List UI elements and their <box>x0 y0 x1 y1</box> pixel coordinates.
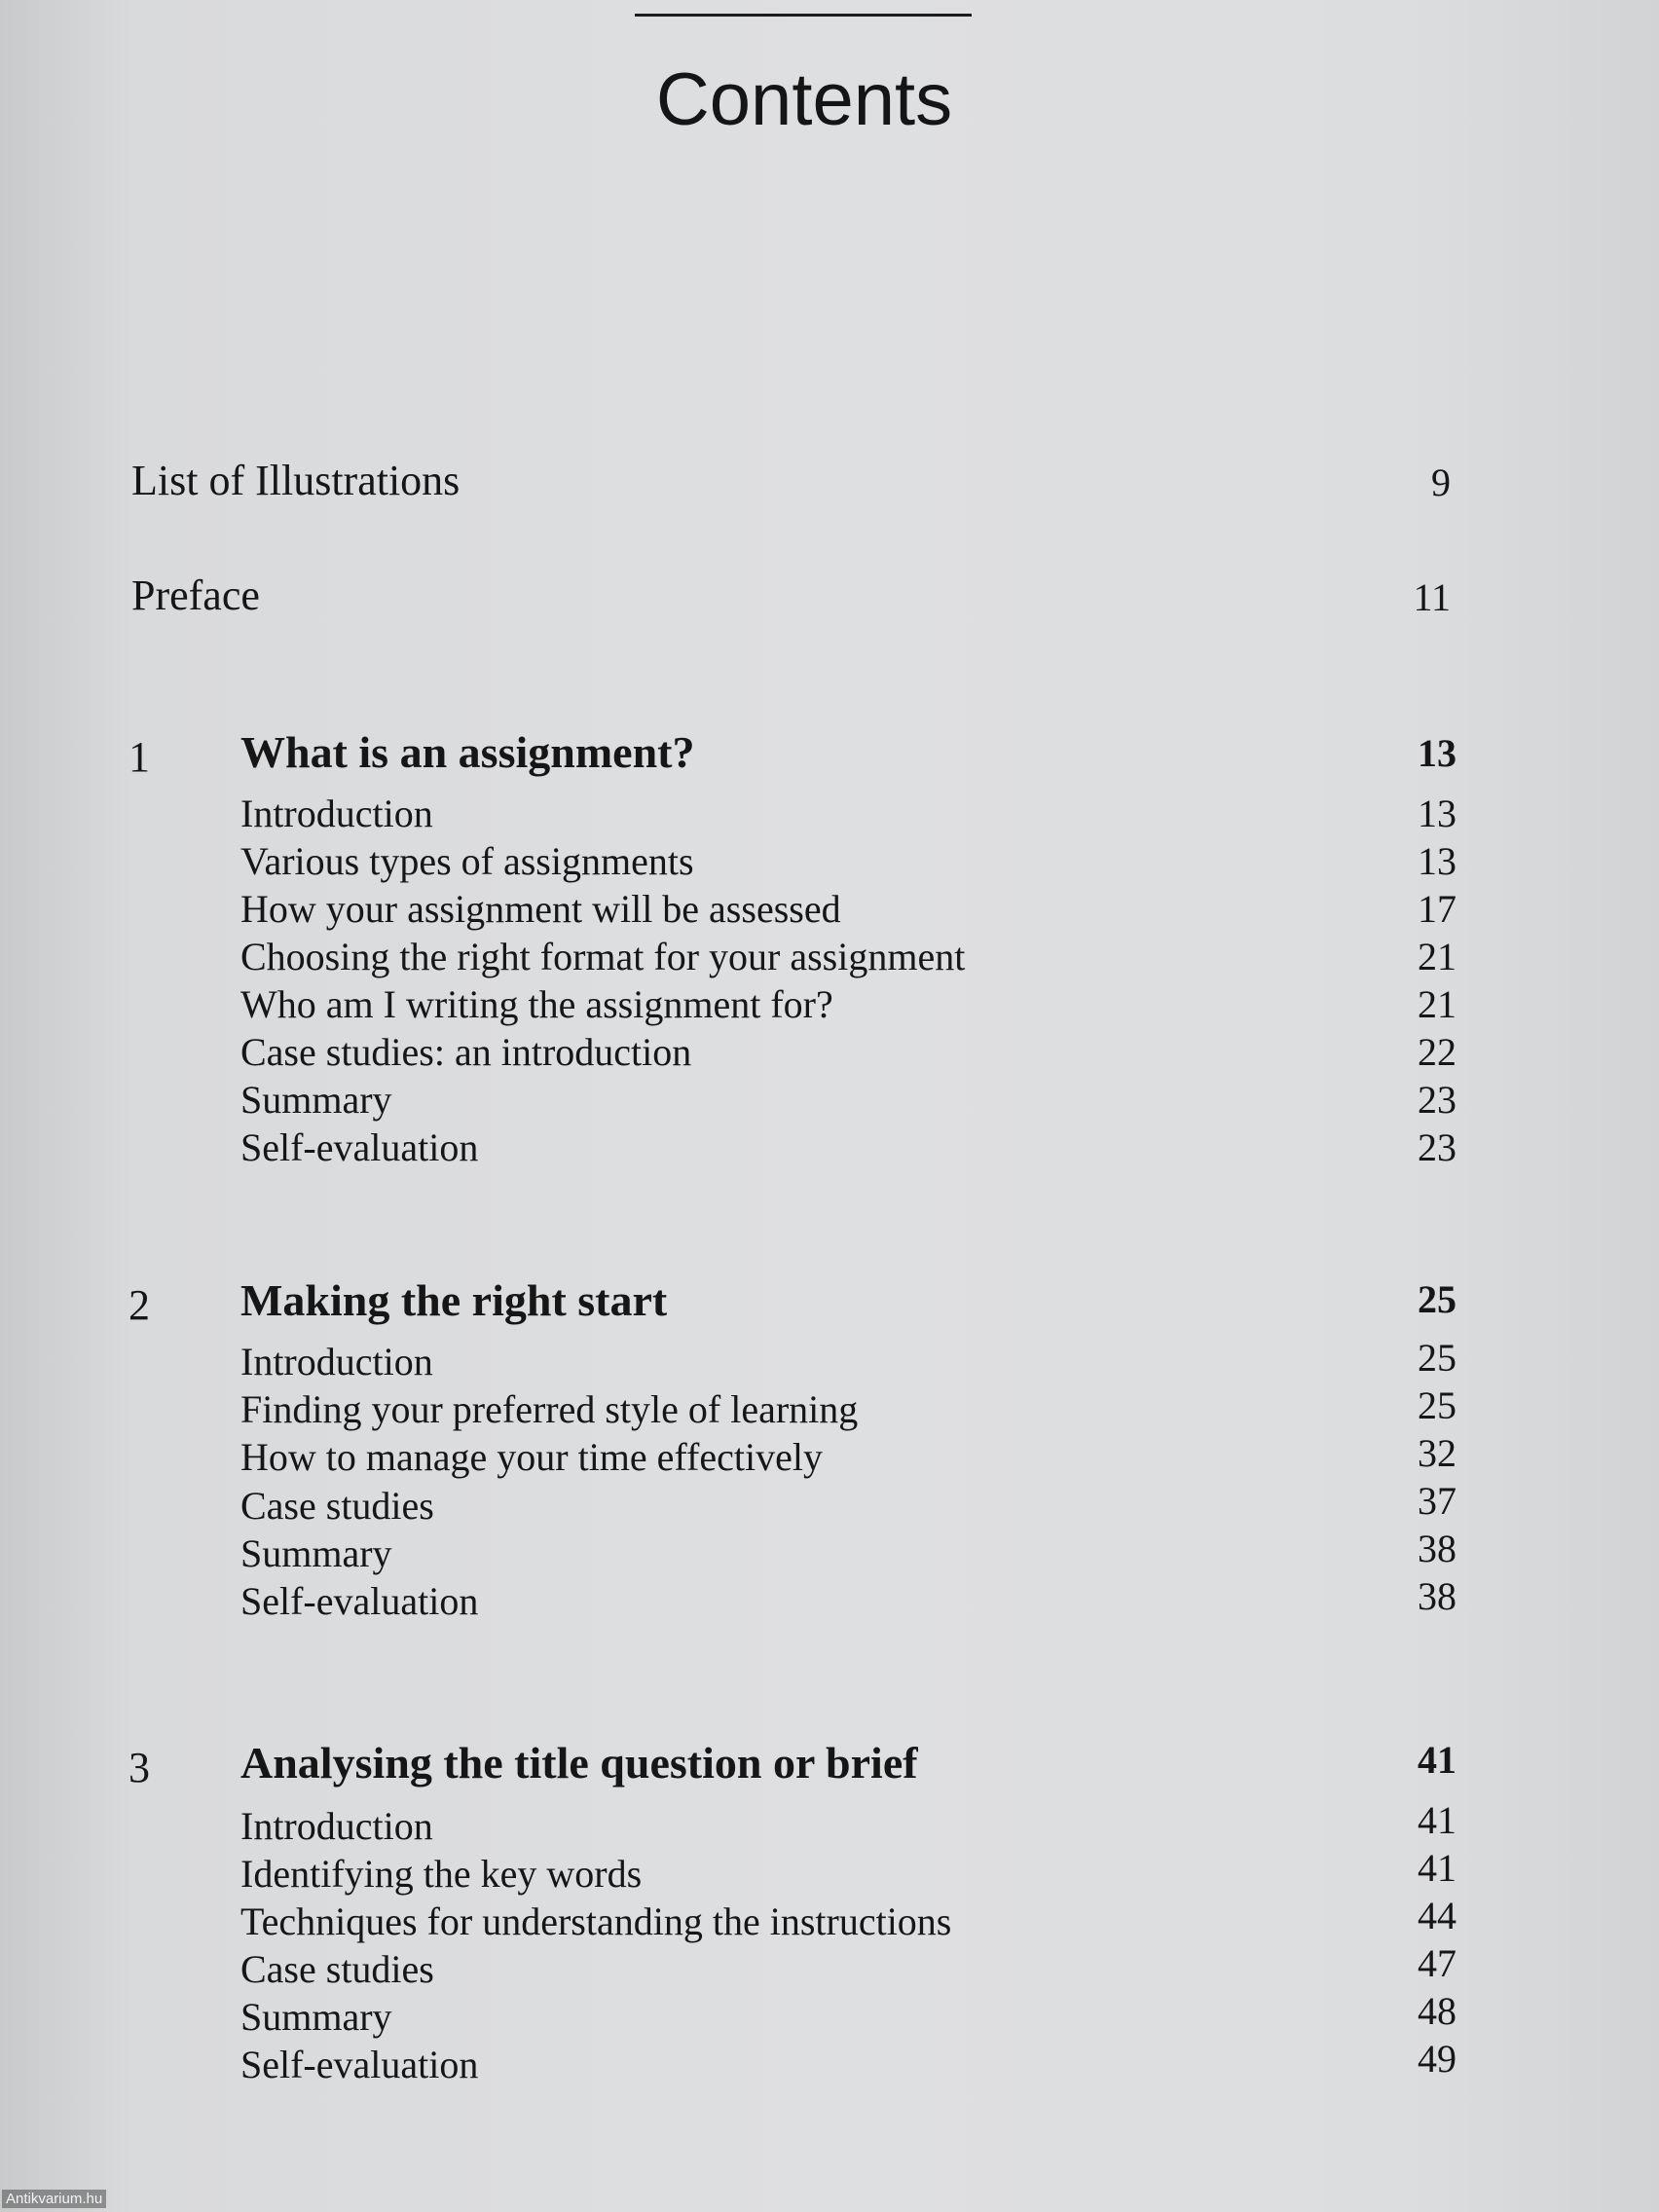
section-label: Case studies <box>240 1484 434 1528</box>
section-label: Who am I writing the assignment for? <box>240 982 833 1026</box>
section-page: 25 <box>1418 1383 1456 1427</box>
section-label: How your assignment will be assessed <box>240 887 841 931</box>
section-page: 21 <box>1418 935 1456 978</box>
chapter-page: 25 <box>1418 1277 1456 1321</box>
section-page: 48 <box>1418 1989 1456 2033</box>
section-page: 23 <box>1418 1078 1456 1122</box>
section-label: Self-evaluation <box>240 2043 479 2086</box>
section-page: 17 <box>1418 887 1456 931</box>
chapter-title: What is an assignment? <box>240 727 695 777</box>
section-label: Self-evaluation <box>240 1579 479 1623</box>
section-label: How to manage your time effectively <box>240 1435 823 1479</box>
section-page: 22 <box>1418 1030 1456 1074</box>
section-page: 25 <box>1418 1336 1456 1380</box>
section-page: 32 <box>1418 1431 1456 1475</box>
section-page: 41 <box>1418 1798 1456 1842</box>
page-title: Contents <box>655 58 953 141</box>
section-page: 13 <box>1418 792 1456 835</box>
toc-entry-label: Preface <box>131 571 260 619</box>
watermark-label: Antikvarium.hu <box>2 2190 106 2208</box>
section-page: 44 <box>1418 1894 1456 1937</box>
toc-entry-page: 11 <box>1413 575 1451 619</box>
chapter-page: 13 <box>1418 731 1456 775</box>
section-page: 38 <box>1418 1527 1456 1570</box>
chapter-page: 41 <box>1418 1738 1456 1782</box>
section-page: 23 <box>1418 1125 1456 1169</box>
section-label: Self-evaluation <box>240 1125 479 1169</box>
section-page: 38 <box>1418 1574 1456 1618</box>
section-label: Choosing the right format for your assignment <box>240 935 966 978</box>
toc-entry-preface <box>0 571 1659 629</box>
chapter-title: Analysing the title question or brief <box>240 1738 918 1788</box>
section-page: 49 <box>1418 2037 1456 2081</box>
section-label: Introduction <box>240 792 433 835</box>
section-label: Identifying the key words <box>240 1852 643 1896</box>
chapter-number: 3 <box>129 1744 150 1791</box>
section-page: 41 <box>1418 1846 1456 1890</box>
section-label: Summary <box>240 1531 392 1575</box>
section-page: 37 <box>1418 1479 1456 1523</box>
section-label: Case studies <box>240 1947 434 1991</box>
section-label: Finding your preferred style of learning <box>240 1387 859 1431</box>
chapter-number: 1 <box>129 733 150 781</box>
toc-entry-list-of-illustrations <box>0 456 1659 514</box>
section-label: Introduction <box>240 1804 433 1848</box>
toc-entry-label: List of Illustrations <box>131 457 461 504</box>
section-page: 47 <box>1418 1941 1456 1985</box>
section-label: Techniques for understanding the instructions <box>240 1899 952 1943</box>
section-label: Introduction <box>240 1340 433 1383</box>
section-page: 21 <box>1418 982 1456 1026</box>
toc-entry-page: 9 <box>1431 461 1451 504</box>
top-rule <box>635 14 972 17</box>
section-label: Various types of assignments <box>240 839 694 883</box>
section-label: Case studies: an introduction <box>240 1030 692 1074</box>
chapter-title: Making the right start <box>240 1275 668 1325</box>
chapter-number: 2 <box>129 1281 150 1329</box>
section-label: Summary <box>240 1078 392 1122</box>
section-page: 13 <box>1418 839 1456 883</box>
section-label: Summary <box>240 1995 392 2039</box>
